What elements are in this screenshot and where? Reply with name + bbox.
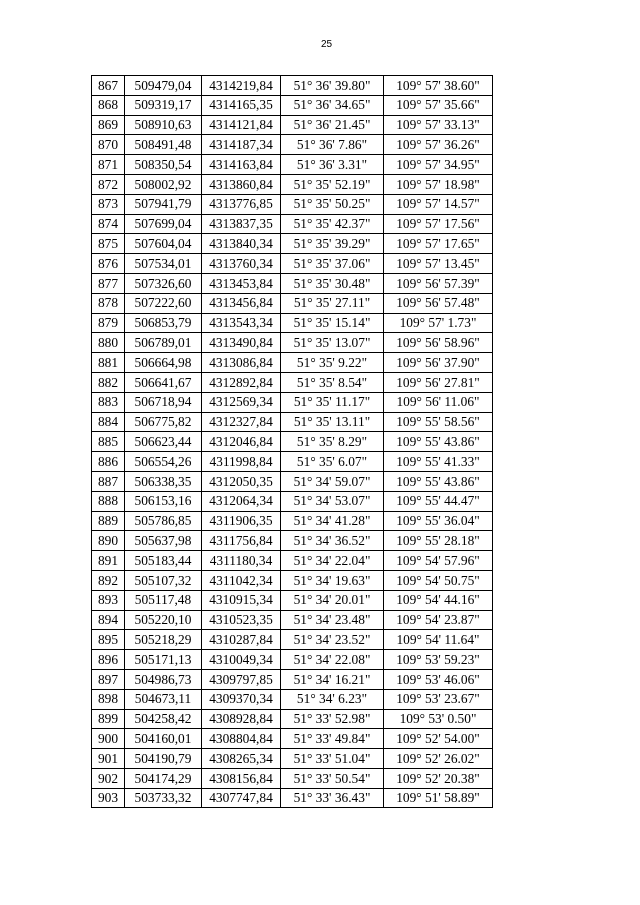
table-row [92, 254, 493, 274]
longitude-cell: 109° 57' 14.57" [384, 194, 493, 214]
table-row [92, 570, 493, 590]
table-row [92, 511, 493, 531]
y-coordinate-cell: 4313456,84 [202, 293, 281, 313]
y-coordinate-cell: 4314219,84 [202, 76, 281, 96]
x-coordinate-cell: 506664,98 [125, 353, 202, 373]
latitude-cell: 51° 36' 21.45" [281, 115, 384, 135]
longitude-cell: 109° 53' 0.50" [384, 709, 493, 729]
y-coordinate-cell: 4313086,84 [202, 353, 281, 373]
y-coordinate-cell: 4313543,34 [202, 313, 281, 333]
point-number-cell: 871 [92, 155, 125, 175]
point-number-cell: 890 [92, 531, 125, 551]
table-row [92, 709, 493, 729]
longitude-cell: 109° 56' 11.06" [384, 392, 493, 412]
table-row [92, 610, 493, 630]
latitude-cell: 51° 35' 8.29" [281, 432, 384, 452]
y-coordinate-cell: 4311998,84 [202, 452, 281, 472]
longitude-cell: 109° 55' 28.18" [384, 531, 493, 551]
table-row [92, 491, 493, 511]
table-row [92, 432, 493, 452]
point-number-cell: 872 [92, 174, 125, 194]
latitude-cell: 51° 34' 22.08" [281, 650, 384, 670]
coordinates-table [91, 75, 493, 808]
longitude-cell: 109° 53' 59.23" [384, 650, 493, 670]
table-row [92, 135, 493, 155]
x-coordinate-cell: 504673,11 [125, 689, 202, 709]
x-coordinate-cell: 506718,94 [125, 392, 202, 412]
longitude-cell: 109° 55' 36.04" [384, 511, 493, 531]
y-coordinate-cell: 4309797,85 [202, 669, 281, 689]
latitude-cell: 51° 34' 41.28" [281, 511, 384, 531]
table-row [92, 372, 493, 392]
longitude-cell: 109° 55' 43.86" [384, 432, 493, 452]
x-coordinate-cell: 505107,32 [125, 570, 202, 590]
latitude-cell: 51° 34' 20.01" [281, 590, 384, 610]
latitude-cell: 51° 34' 16.21" [281, 669, 384, 689]
y-coordinate-cell: 4307747,84 [202, 788, 281, 808]
latitude-cell: 51° 35' 15.14" [281, 313, 384, 333]
table-row [92, 590, 493, 610]
y-coordinate-cell: 4313776,85 [202, 194, 281, 214]
table-row [92, 650, 493, 670]
longitude-cell: 109° 57' 34.95" [384, 155, 493, 175]
table-row [92, 749, 493, 769]
longitude-cell: 109° 57' 18.98" [384, 174, 493, 194]
point-number-cell: 892 [92, 570, 125, 590]
y-coordinate-cell: 4314165,35 [202, 95, 281, 115]
table-row [92, 95, 493, 115]
latitude-cell: 51° 34' 36.52" [281, 531, 384, 551]
table-row [92, 412, 493, 432]
longitude-cell: 109° 52' 26.02" [384, 749, 493, 769]
point-number-cell: 881 [92, 353, 125, 373]
table-row [92, 273, 493, 293]
longitude-cell: 109° 55' 41.33" [384, 452, 493, 472]
x-coordinate-cell: 507222,60 [125, 293, 202, 313]
longitude-cell: 109° 57' 38.60" [384, 76, 493, 96]
x-coordinate-cell: 506554,26 [125, 452, 202, 472]
longitude-cell: 109° 54' 57.96" [384, 551, 493, 571]
table-row [92, 729, 493, 749]
x-coordinate-cell: 506153,16 [125, 491, 202, 511]
table-row [92, 174, 493, 194]
y-coordinate-cell: 4313453,84 [202, 273, 281, 293]
table-row [92, 768, 493, 788]
y-coordinate-cell: 4310287,84 [202, 630, 281, 650]
page-number: 25 [320, 39, 333, 50]
table-row [92, 551, 493, 571]
x-coordinate-cell: 509319,17 [125, 95, 202, 115]
y-coordinate-cell: 4308156,84 [202, 768, 281, 788]
x-coordinate-cell: 506338,35 [125, 471, 202, 491]
longitude-cell: 109° 57' 1.73" [384, 313, 493, 333]
point-number-cell: 900 [92, 729, 125, 749]
table-row [92, 293, 493, 313]
point-number-cell: 880 [92, 333, 125, 353]
x-coordinate-cell: 505183,44 [125, 551, 202, 571]
table-row [92, 392, 493, 412]
point-number-cell: 875 [92, 234, 125, 254]
latitude-cell: 51° 35' 50.25" [281, 194, 384, 214]
latitude-cell: 51° 36' 34.65" [281, 95, 384, 115]
point-number-cell: 867 [92, 76, 125, 96]
table-row [92, 630, 493, 650]
point-number-cell: 898 [92, 689, 125, 709]
point-number-cell: 901 [92, 749, 125, 769]
y-coordinate-cell: 4313837,35 [202, 214, 281, 234]
latitude-cell: 51° 35' 6.07" [281, 452, 384, 472]
y-coordinate-cell: 4311042,34 [202, 570, 281, 590]
latitude-cell: 51° 33' 50.54" [281, 768, 384, 788]
x-coordinate-cell: 504160,01 [125, 729, 202, 749]
point-number-cell: 878 [92, 293, 125, 313]
point-number-cell: 887 [92, 471, 125, 491]
longitude-cell: 109° 57' 35.66" [384, 95, 493, 115]
point-number-cell: 896 [92, 650, 125, 670]
x-coordinate-cell: 504190,79 [125, 749, 202, 769]
x-coordinate-cell: 506775,82 [125, 412, 202, 432]
point-number-cell: 884 [92, 412, 125, 432]
y-coordinate-cell: 4313490,84 [202, 333, 281, 353]
point-number-cell: 879 [92, 313, 125, 333]
latitude-cell: 51° 35' 8.54" [281, 372, 384, 392]
x-coordinate-cell: 504174,29 [125, 768, 202, 788]
longitude-cell: 109° 51' 58.89" [384, 788, 493, 808]
longitude-cell: 109° 55' 43.86" [384, 471, 493, 491]
longitude-cell: 109° 54' 23.87" [384, 610, 493, 630]
latitude-cell: 51° 35' 9.22" [281, 353, 384, 373]
longitude-cell: 109° 57' 13.45" [384, 254, 493, 274]
x-coordinate-cell: 504258,42 [125, 709, 202, 729]
table-row [92, 155, 493, 175]
latitude-cell: 51° 34' 59.07" [281, 471, 384, 491]
point-number-cell: 882 [92, 372, 125, 392]
point-number-cell: 876 [92, 254, 125, 274]
y-coordinate-cell: 4312327,84 [202, 412, 281, 432]
longitude-cell: 109° 53' 23.67" [384, 689, 493, 709]
point-number-cell: 897 [92, 669, 125, 689]
x-coordinate-cell: 505786,85 [125, 511, 202, 531]
longitude-cell: 109° 55' 44.47" [384, 491, 493, 511]
latitude-cell: 51° 34' 22.04" [281, 551, 384, 571]
point-number-cell: 891 [92, 551, 125, 571]
point-number-cell: 903 [92, 788, 125, 808]
longitude-cell: 109° 56' 58.96" [384, 333, 493, 353]
latitude-cell: 51° 35' 42.37" [281, 214, 384, 234]
latitude-cell: 51° 36' 3.31" [281, 155, 384, 175]
latitude-cell: 51° 35' 30.48" [281, 273, 384, 293]
table-row [92, 115, 493, 135]
table-row [92, 531, 493, 551]
x-coordinate-cell: 505218,29 [125, 630, 202, 650]
y-coordinate-cell: 4311756,84 [202, 531, 281, 551]
y-coordinate-cell: 4311180,34 [202, 551, 281, 571]
latitude-cell: 51° 35' 11.17" [281, 392, 384, 412]
x-coordinate-cell: 505117,48 [125, 590, 202, 610]
table-row [92, 689, 493, 709]
latitude-cell: 51° 35' 13.07" [281, 333, 384, 353]
latitude-cell: 51° 36' 39.80" [281, 76, 384, 96]
table-row [92, 788, 493, 808]
latitude-cell: 51° 33' 51.04" [281, 749, 384, 769]
table-row [92, 313, 493, 333]
x-coordinate-cell: 509479,04 [125, 76, 202, 96]
y-coordinate-cell: 4312046,84 [202, 432, 281, 452]
latitude-cell: 51° 35' 13.11" [281, 412, 384, 432]
point-number-cell: 888 [92, 491, 125, 511]
latitude-cell: 51° 34' 6.23" [281, 689, 384, 709]
point-number-cell: 893 [92, 590, 125, 610]
y-coordinate-cell: 4312050,35 [202, 471, 281, 491]
point-number-cell: 883 [92, 392, 125, 412]
x-coordinate-cell: 503733,32 [125, 788, 202, 808]
longitude-cell: 109° 57' 17.65" [384, 234, 493, 254]
x-coordinate-cell: 507534,01 [125, 254, 202, 274]
latitude-cell: 51° 33' 36.43" [281, 788, 384, 808]
point-number-cell: 870 [92, 135, 125, 155]
y-coordinate-cell: 4313760,34 [202, 254, 281, 274]
y-coordinate-cell: 4308928,84 [202, 709, 281, 729]
point-number-cell: 886 [92, 452, 125, 472]
y-coordinate-cell: 4313860,84 [202, 174, 281, 194]
point-number-cell: 877 [92, 273, 125, 293]
point-number-cell: 894 [92, 610, 125, 630]
y-coordinate-cell: 4309370,34 [202, 689, 281, 709]
latitude-cell: 51° 35' 39.29" [281, 234, 384, 254]
y-coordinate-cell: 4310049,34 [202, 650, 281, 670]
x-coordinate-cell: 507699,04 [125, 214, 202, 234]
y-coordinate-cell: 4314163,84 [202, 155, 281, 175]
point-number-cell: 902 [92, 768, 125, 788]
longitude-cell: 109° 56' 57.48" [384, 293, 493, 313]
latitude-cell: 51° 34' 23.52" [281, 630, 384, 650]
table-row [92, 471, 493, 491]
latitude-cell: 51° 35' 52.19" [281, 174, 384, 194]
x-coordinate-cell: 508350,54 [125, 155, 202, 175]
x-coordinate-cell: 506789,01 [125, 333, 202, 353]
point-number-cell: 885 [92, 432, 125, 452]
y-coordinate-cell: 4312892,84 [202, 372, 281, 392]
point-number-cell: 889 [92, 511, 125, 531]
y-coordinate-cell: 4313840,34 [202, 234, 281, 254]
x-coordinate-cell: 507326,60 [125, 273, 202, 293]
latitude-cell: 51° 35' 27.11" [281, 293, 384, 313]
longitude-cell: 109° 57' 17.56" [384, 214, 493, 234]
longitude-cell: 109° 56' 37.90" [384, 353, 493, 373]
longitude-cell: 109° 56' 27.81" [384, 372, 493, 392]
latitude-cell: 51° 34' 53.07" [281, 491, 384, 511]
x-coordinate-cell: 505171,13 [125, 650, 202, 670]
latitude-cell: 51° 35' 37.06" [281, 254, 384, 274]
x-coordinate-cell: 504986,73 [125, 669, 202, 689]
longitude-cell: 109° 52' 20.38" [384, 768, 493, 788]
longitude-cell: 109° 52' 54.00" [384, 729, 493, 749]
table-row [92, 214, 493, 234]
longitude-cell: 109° 57' 33.13" [384, 115, 493, 135]
y-coordinate-cell: 4310915,34 [202, 590, 281, 610]
latitude-cell: 51° 33' 52.98" [281, 709, 384, 729]
x-coordinate-cell: 507604,04 [125, 234, 202, 254]
table-row [92, 194, 493, 214]
latitude-cell: 51° 34' 23.48" [281, 610, 384, 630]
point-number-cell: 869 [92, 115, 125, 135]
table-row [92, 234, 493, 254]
x-coordinate-cell: 505637,98 [125, 531, 202, 551]
x-coordinate-cell: 508002,92 [125, 174, 202, 194]
y-coordinate-cell: 4308265,34 [202, 749, 281, 769]
x-coordinate-cell: 506623,44 [125, 432, 202, 452]
point-number-cell: 873 [92, 194, 125, 214]
table-row [92, 669, 493, 689]
x-coordinate-cell: 507941,79 [125, 194, 202, 214]
x-coordinate-cell: 506853,79 [125, 313, 202, 333]
longitude-cell: 109° 54' 50.75" [384, 570, 493, 590]
y-coordinate-cell: 4314187,34 [202, 135, 281, 155]
latitude-cell: 51° 36' 7.86" [281, 135, 384, 155]
longitude-cell: 109° 55' 58.56" [384, 412, 493, 432]
table-row [92, 76, 493, 96]
x-coordinate-cell: 508491,48 [125, 135, 202, 155]
latitude-cell: 51° 34' 19.63" [281, 570, 384, 590]
table-row [92, 333, 493, 353]
x-coordinate-cell: 505220,10 [125, 610, 202, 630]
longitude-cell: 109° 54' 11.64" [384, 630, 493, 650]
point-number-cell: 868 [92, 95, 125, 115]
table-row [92, 452, 493, 472]
y-coordinate-cell: 4310523,35 [202, 610, 281, 630]
coordinates-table-body [92, 76, 493, 808]
y-coordinate-cell: 4312569,34 [202, 392, 281, 412]
point-number-cell: 874 [92, 214, 125, 234]
longitude-cell: 109° 56' 57.39" [384, 273, 493, 293]
longitude-cell: 109° 54' 44.16" [384, 590, 493, 610]
x-coordinate-cell: 506641,67 [125, 372, 202, 392]
table-row [92, 353, 493, 373]
latitude-cell: 51° 33' 49.84" [281, 729, 384, 749]
y-coordinate-cell: 4314121,84 [202, 115, 281, 135]
y-coordinate-cell: 4312064,34 [202, 491, 281, 511]
point-number-cell: 895 [92, 630, 125, 650]
y-coordinate-cell: 4311906,35 [202, 511, 281, 531]
longitude-cell: 109° 53' 46.06" [384, 669, 493, 689]
x-coordinate-cell: 508910,63 [125, 115, 202, 135]
point-number-cell: 899 [92, 709, 125, 729]
y-coordinate-cell: 4308804,84 [202, 729, 281, 749]
longitude-cell: 109° 57' 36.26" [384, 135, 493, 155]
